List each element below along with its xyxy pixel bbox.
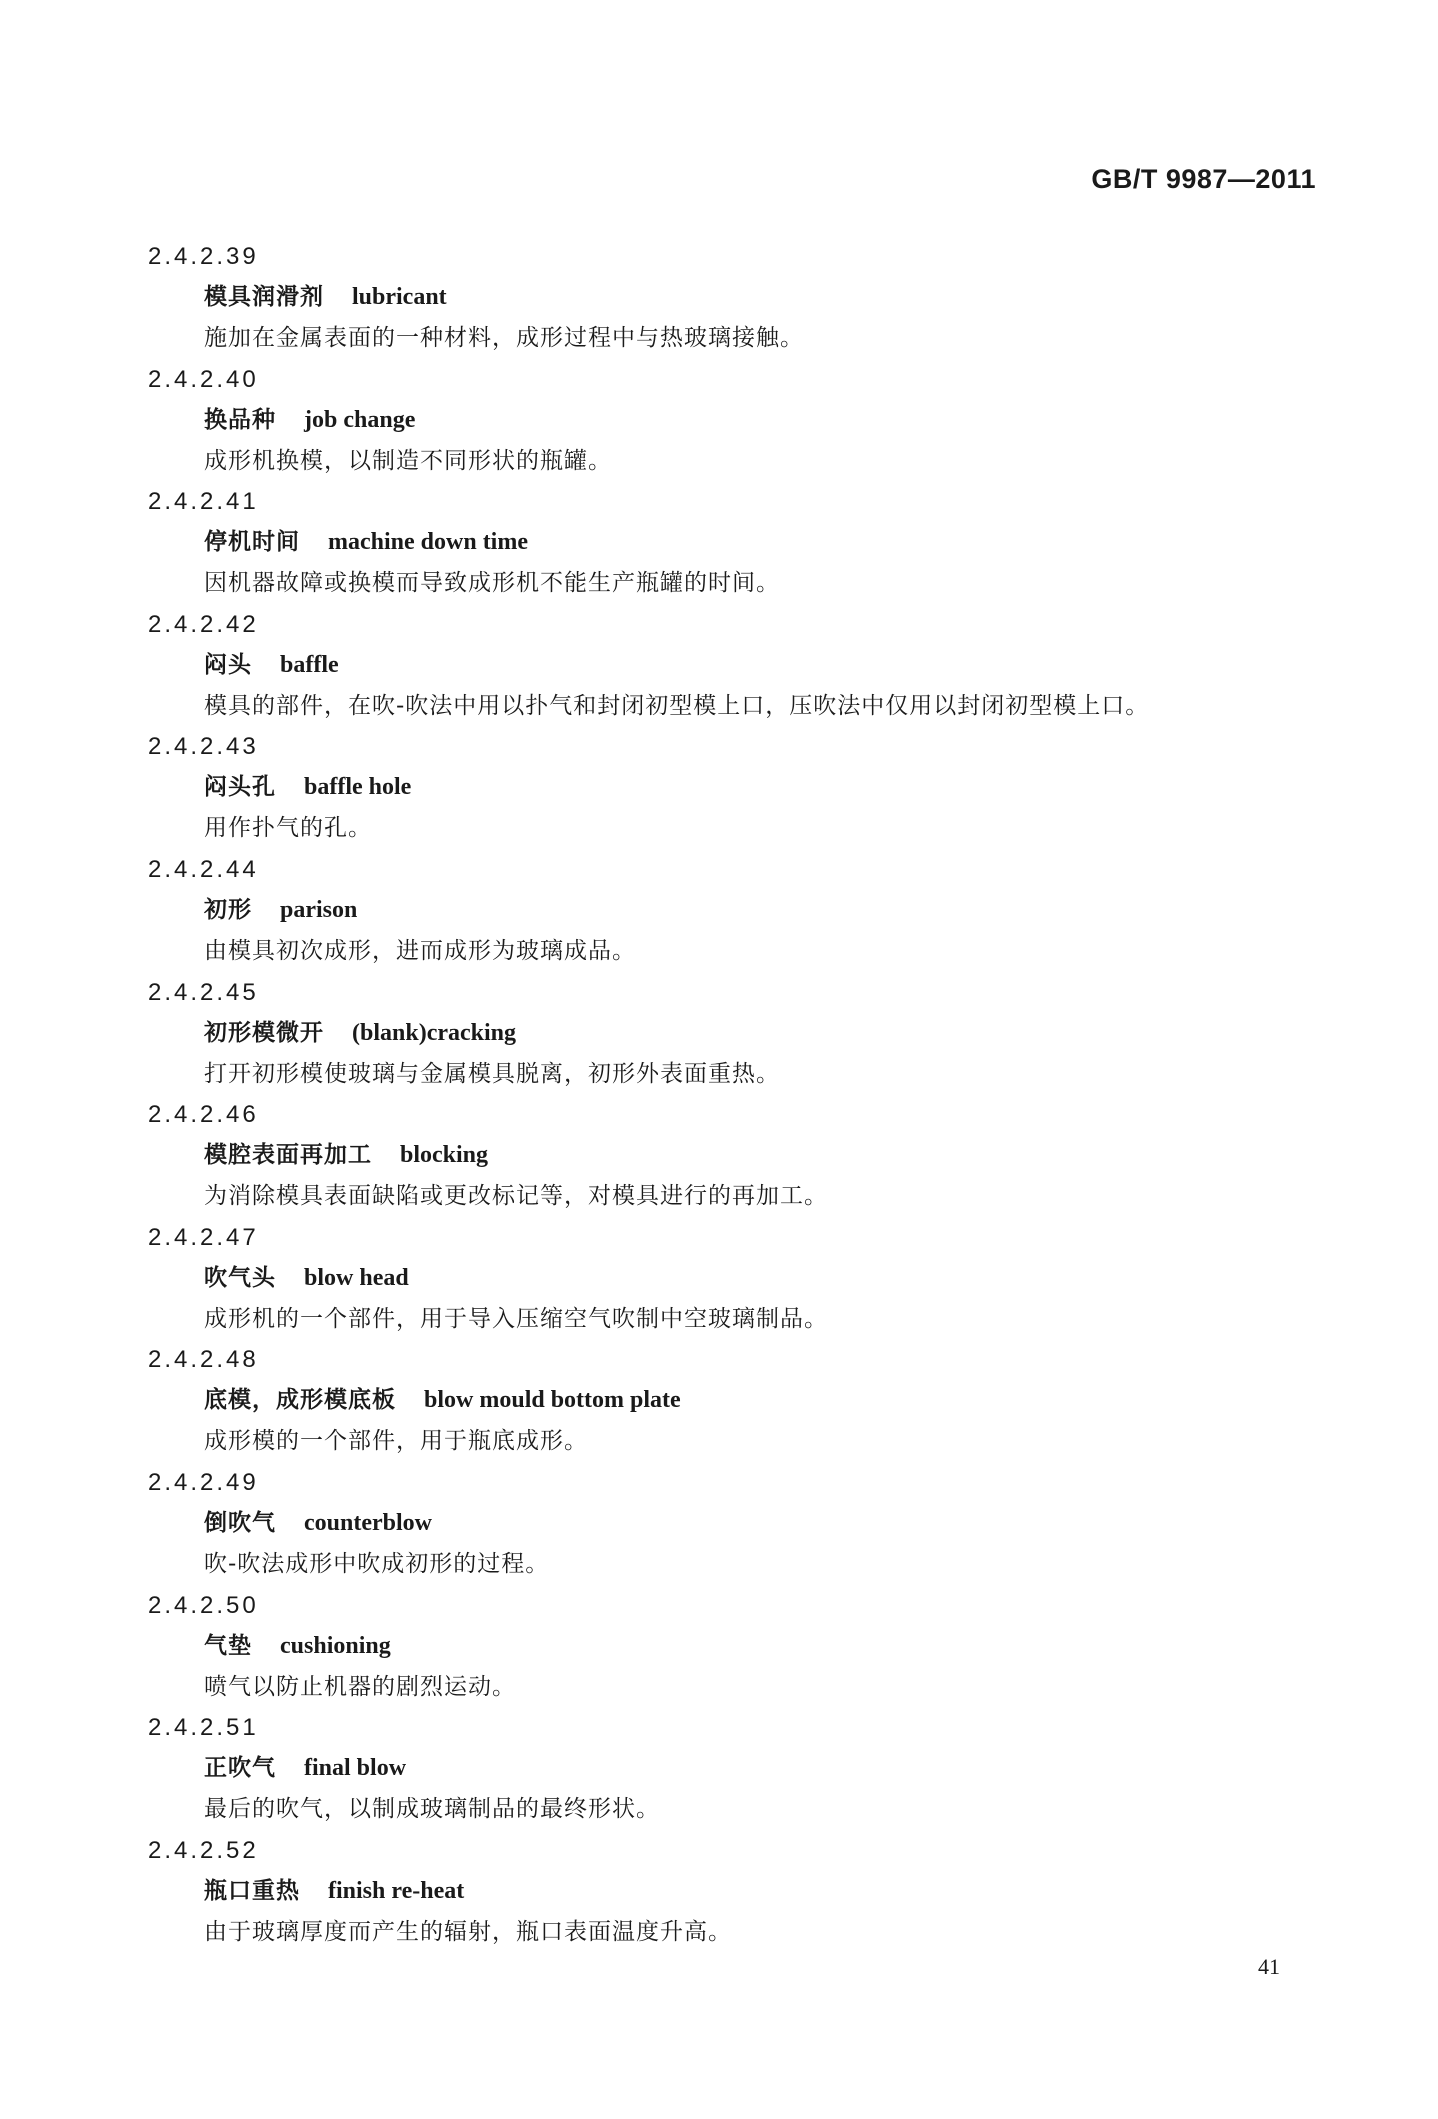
entry-term	[148, 645, 1308, 686]
term-entry	[148, 236, 1308, 359]
term-chinese: 闷头孔	[204, 774, 276, 801]
term-entry	[148, 1830, 1308, 1953]
entry-term	[148, 767, 1308, 808]
entry-number: 2.4.2.52	[148, 1836, 259, 1864]
entry-definition: 施加在金属表面的一种材料，成形过程中与热玻璃接触。	[204, 325, 804, 351]
entry-definition: 吹-吹法成形中吹成初形的过程。	[204, 1550, 550, 1577]
entry-term	[148, 1871, 1308, 1912]
term-english: blow mould bottom plate	[424, 1387, 681, 1414]
term-chinese: 正吹气	[204, 1755, 276, 1782]
term-chinese: 模腔表面再加工	[204, 1142, 372, 1169]
entry-number: 2.4.2.47	[148, 1223, 259, 1251]
entry-definition: 成形机的一个部件，用于导入压缩空气吹制中空玻璃制品。	[204, 1305, 828, 1332]
entry-term	[148, 522, 1308, 563]
term-english: lubricant	[352, 284, 447, 310]
term-english: finish re-heat	[328, 1877, 465, 1904]
term-chinese: 吹气头	[204, 1264, 276, 1291]
term-english: blocking	[400, 1142, 489, 1169]
entry-number: 2.4.2.39	[148, 243, 259, 270]
term-entry	[148, 1217, 1308, 1340]
entry-definition: 喷气以防止机器的剧烈运动。	[204, 1673, 516, 1700]
term-entry	[148, 726, 1308, 849]
term-chinese: 初形	[204, 896, 252, 923]
entry-number: 2.4.2.41	[148, 488, 259, 516]
entry-number: 2.4.2.48	[148, 1346, 259, 1374]
term-chinese: 初形模微开	[204, 1019, 324, 1046]
entry-definition: 成形机换模，以制造不同形状的瓶罐。	[204, 447, 612, 474]
entry-term	[148, 1626, 1308, 1667]
entry-term	[148, 400, 1308, 441]
standard-code: GB/T 9987—2011	[1091, 164, 1316, 194]
term-entry	[148, 604, 1308, 727]
entry-term	[148, 1748, 1308, 1789]
term-english: parison	[280, 896, 358, 923]
entry-definition: 最后的吹气，以制成玻璃制品的最终形状。	[204, 1796, 660, 1823]
term-english: baffle	[280, 651, 339, 678]
entry-number: 2.4.2.42	[148, 610, 259, 638]
term-english: (blank)cracking	[352, 1019, 517, 1046]
entry-term	[148, 1503, 1308, 1544]
term-entry	[148, 1462, 1308, 1585]
entry-definition: 打开初形模使玻璃与金属模具脱离，初形外表面重热。	[204, 1060, 780, 1087]
entry-number: 2.4.2.44	[148, 855, 259, 883]
entry-definition: 用作扑气的孔。	[204, 815, 372, 842]
entry-number: 2.4.2.50	[148, 1591, 259, 1619]
entry-number: 2.4.2.46	[148, 1101, 259, 1129]
term-english: machine down time	[328, 529, 528, 556]
term-entry	[148, 972, 1308, 1095]
entry-term	[148, 1380, 1308, 1421]
entry-term	[148, 1013, 1308, 1054]
entry-definition: 成形模的一个部件，用于瓶底成形。	[204, 1428, 588, 1455]
term-chinese: 气垫	[204, 1632, 252, 1659]
entry-number: 2.4.2.40	[148, 365, 259, 393]
term-list	[148, 236, 1308, 1952]
term-chinese: 瓶口重热	[204, 1877, 300, 1904]
term-entry	[148, 1585, 1308, 1708]
term-chinese: 停机时间	[204, 529, 300, 556]
term-chinese: 倒吹气	[204, 1509, 276, 1536]
term-english: baffle hole	[304, 774, 412, 801]
term-entry	[148, 359, 1308, 482]
entry-number: 2.4.2.51	[148, 1714, 259, 1742]
term-english: job change	[304, 406, 416, 433]
entry-term	[148, 1258, 1308, 1299]
entry-definition: 由于玻璃厚度而产生的辐射，瓶口表面温度升高。	[204, 1918, 732, 1945]
term-chinese: 闷头	[204, 651, 252, 678]
entry-definition: 由模具初次成形，进而成形为玻璃成品。	[204, 937, 636, 964]
term-entry	[148, 1707, 1308, 1830]
entry-term	[148, 277, 1308, 318]
entry-number: 2.4.2.45	[148, 978, 259, 1006]
term-english: blow head	[304, 1264, 409, 1291]
page-number: 41	[1258, 1954, 1280, 1979]
entry-definition: 为消除模具表面缺陷或更改标记等，对模具进行的再加工。	[204, 1183, 828, 1210]
term-entry	[148, 481, 1308, 604]
term-chinese: 模具润滑剂	[204, 284, 324, 310]
entry-definition: 因机器故障或换模而导致成形机不能生产瓶罐的时间。	[204, 570, 780, 597]
term-english: cushioning	[280, 1632, 391, 1659]
term-english: counterblow	[304, 1509, 432, 1536]
term-entry	[148, 1339, 1308, 1462]
entry-number: 2.4.2.43	[148, 733, 259, 761]
term-english: final blow	[304, 1755, 407, 1782]
entry-term	[148, 890, 1308, 931]
term-chinese: 换品种	[204, 406, 276, 433]
entry-number: 2.4.2.49	[148, 1468, 259, 1496]
term-entry	[148, 849, 1308, 972]
term-entry	[148, 1094, 1308, 1217]
entry-term	[148, 1135, 1308, 1176]
term-chinese: 底模，成形模底板	[204, 1387, 396, 1414]
entry-definition: 模具的部件，在吹-吹法中用以扑气和封闭初型模上口，压吹法中仅用以封闭初型模上口。	[204, 692, 1150, 719]
